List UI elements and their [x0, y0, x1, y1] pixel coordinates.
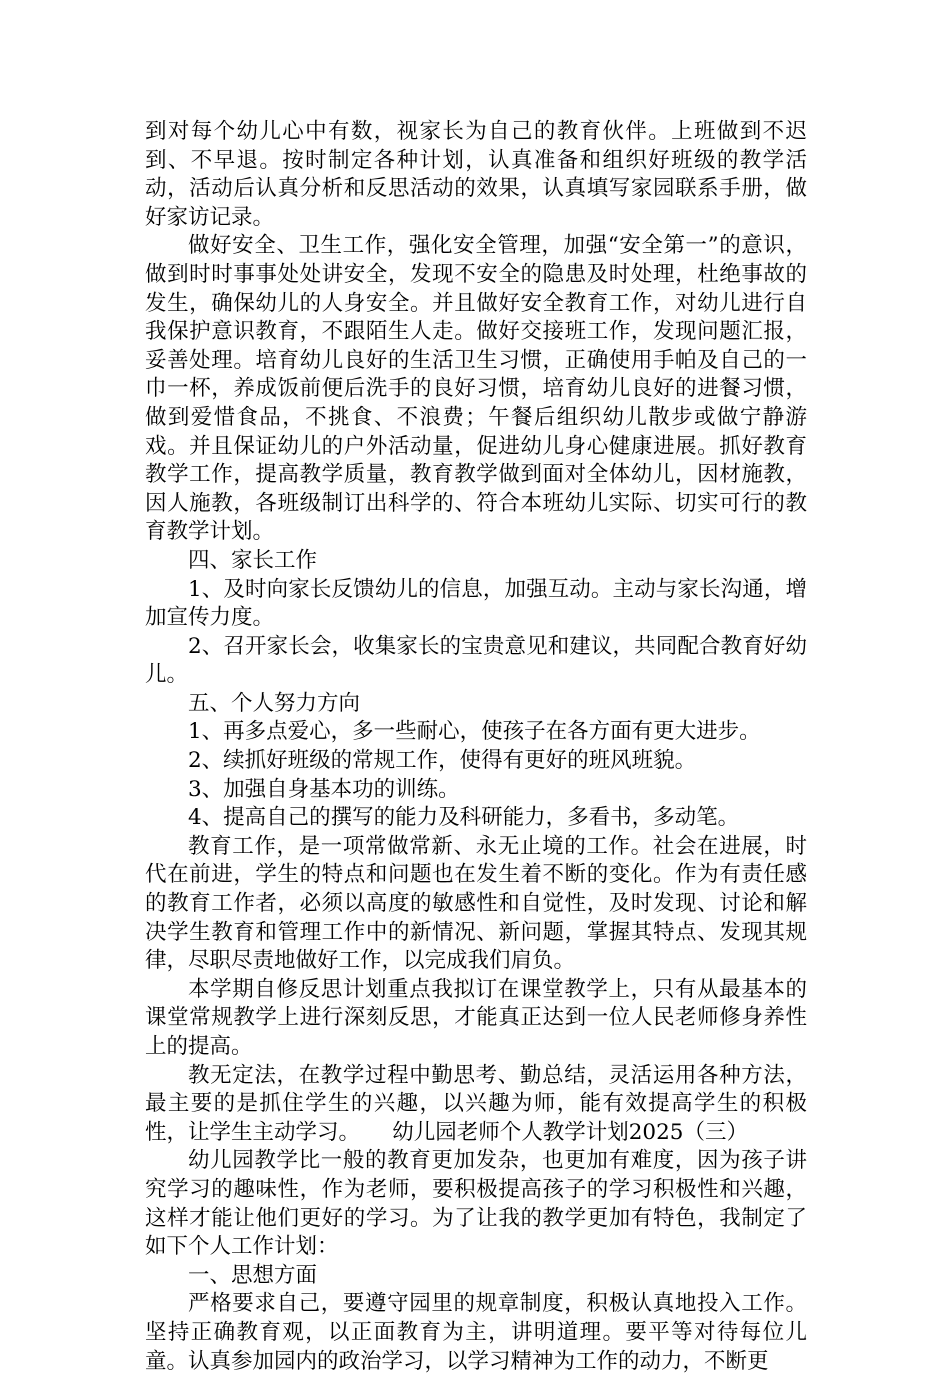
section-heading-personal-direction: 五、个人努力方向: [188, 690, 361, 716]
section-heading-parent-work: 四、家长工作: [188, 547, 318, 573]
paragraph-education-work: 教育工作，是一项常做常新、永无止境的工作。社会在进展，时代在前进，学生的特点和问题也在发生着不断的变化。作为有责任感的教育工作者，必须以高度的敏感性和自觉性，及时发现、讨论和解决学生教育和管理工作中的新情况、新问题，掌握其特点、发现其规律，尽职尽责地做好工作，以完成我们肩负。: [145, 833, 807, 974]
list-item-parent-1: 1、及时向家长反馈幼儿的信息，加强互动。主动与家长沟通，增加宣传力度。: [145, 576, 807, 631]
document-body: [145, 118, 807, 1376]
list-item-personal-2: 2、续抓好班级的常规工作，使得有更好的班风班貌。: [188, 748, 697, 774]
list-item-parent-2: 2、召开家长会，收集家长的宝贵意见和建议，共同配合教育好幼儿。: [145, 633, 807, 688]
paragraph-1: 到对每个幼儿心中有数，视家长为自己的教育伙伴。上班做到不迟到、不早退。按时制定各种计划，认真准备和组织好班级的教学活动，活动后认真分析和反思活动的效果，认真填写家园联系手册，做好家访记录。: [145, 119, 807, 230]
list-item-personal-4: 4、提高自己的撰写的能力及科研能力，多看书，多动笔。: [188, 805, 740, 831]
paragraph-kindergarten-teaching: 幼儿园教学比一般的教育更加发杂，也更加有难度，因为孩子讲究学习的趣味性，作为老师，要积极提高孩子的学习积极性和兴趣，这样才能让他们更好的学习。为了让我的教学更加有特色，我制定了如下个人工作计划：: [145, 1148, 807, 1260]
section-heading-thought: 一、思想方面: [188, 1262, 318, 1288]
paragraph-reflection-plan: 本学期自修反思计划重点我拟订在课堂教学上，只有从最基本的课堂常规教学上进行深刻反思，才能真正达到一位人民老师修身养性上的提高。: [145, 976, 807, 1059]
paragraph-safety-hygiene: 做好安全、卫生工作，强化安全管理，加强“安全第一”的意识，做到时时事事处处讲安全，发现不安全的隐患及时处理，杜绝事故的发生，确保幼儿的人身安全。并且做好安全教育工作，对幼儿进行自我保护意识教育，不跟陌生人走。做好交接班工作，发现问题汇报，妥善处理。培育幼儿良好的生活卫生习惯，正确使用手帕及自己的一巾一杯，养成饭前便后洗手的良好习惯，培育幼儿良好的进餐习惯，做到爱惜食品，不挑食、不浪费；午餐后组织幼儿散步或做宁静游戏。并且保证幼儿的户外活动量，促进幼儿身心健康进展。抓好教育教学工作，提高教学质量，教育教学做到面对全体幼儿，因材施教，因人施教，各班级制订出科学的、符合本班幼儿实际、切实可行的教育教学计划。: [145, 233, 807, 545]
paragraph-strict-requirements: 严格要求自己，要遵守园里的规章制度，积极认真地投入工作。坚持正确教育观，以正面教育为主，讲明道理。要平等对待每位儿童。认真参加园内的政治学习，以学习精神为工作的动力，不断更: [145, 1291, 807, 1374]
list-item-personal-3: 3、加强自身基本功的训练。: [188, 776, 460, 802]
paragraph-teaching-method: 教无定法，在教学过程中勤思考、勤总结，灵活运用各种方法，最主要的是抓住学生的兴趣，以兴趣为师，能有效提高学生的积极性，让学生主动学习。 幼儿园老师个人教学计划2025（三）: [145, 1062, 807, 1145]
list-item-personal-1: 1、再多点爱心，多一些耐心，使孩子在各方面有更大进步。: [188, 719, 761, 745]
